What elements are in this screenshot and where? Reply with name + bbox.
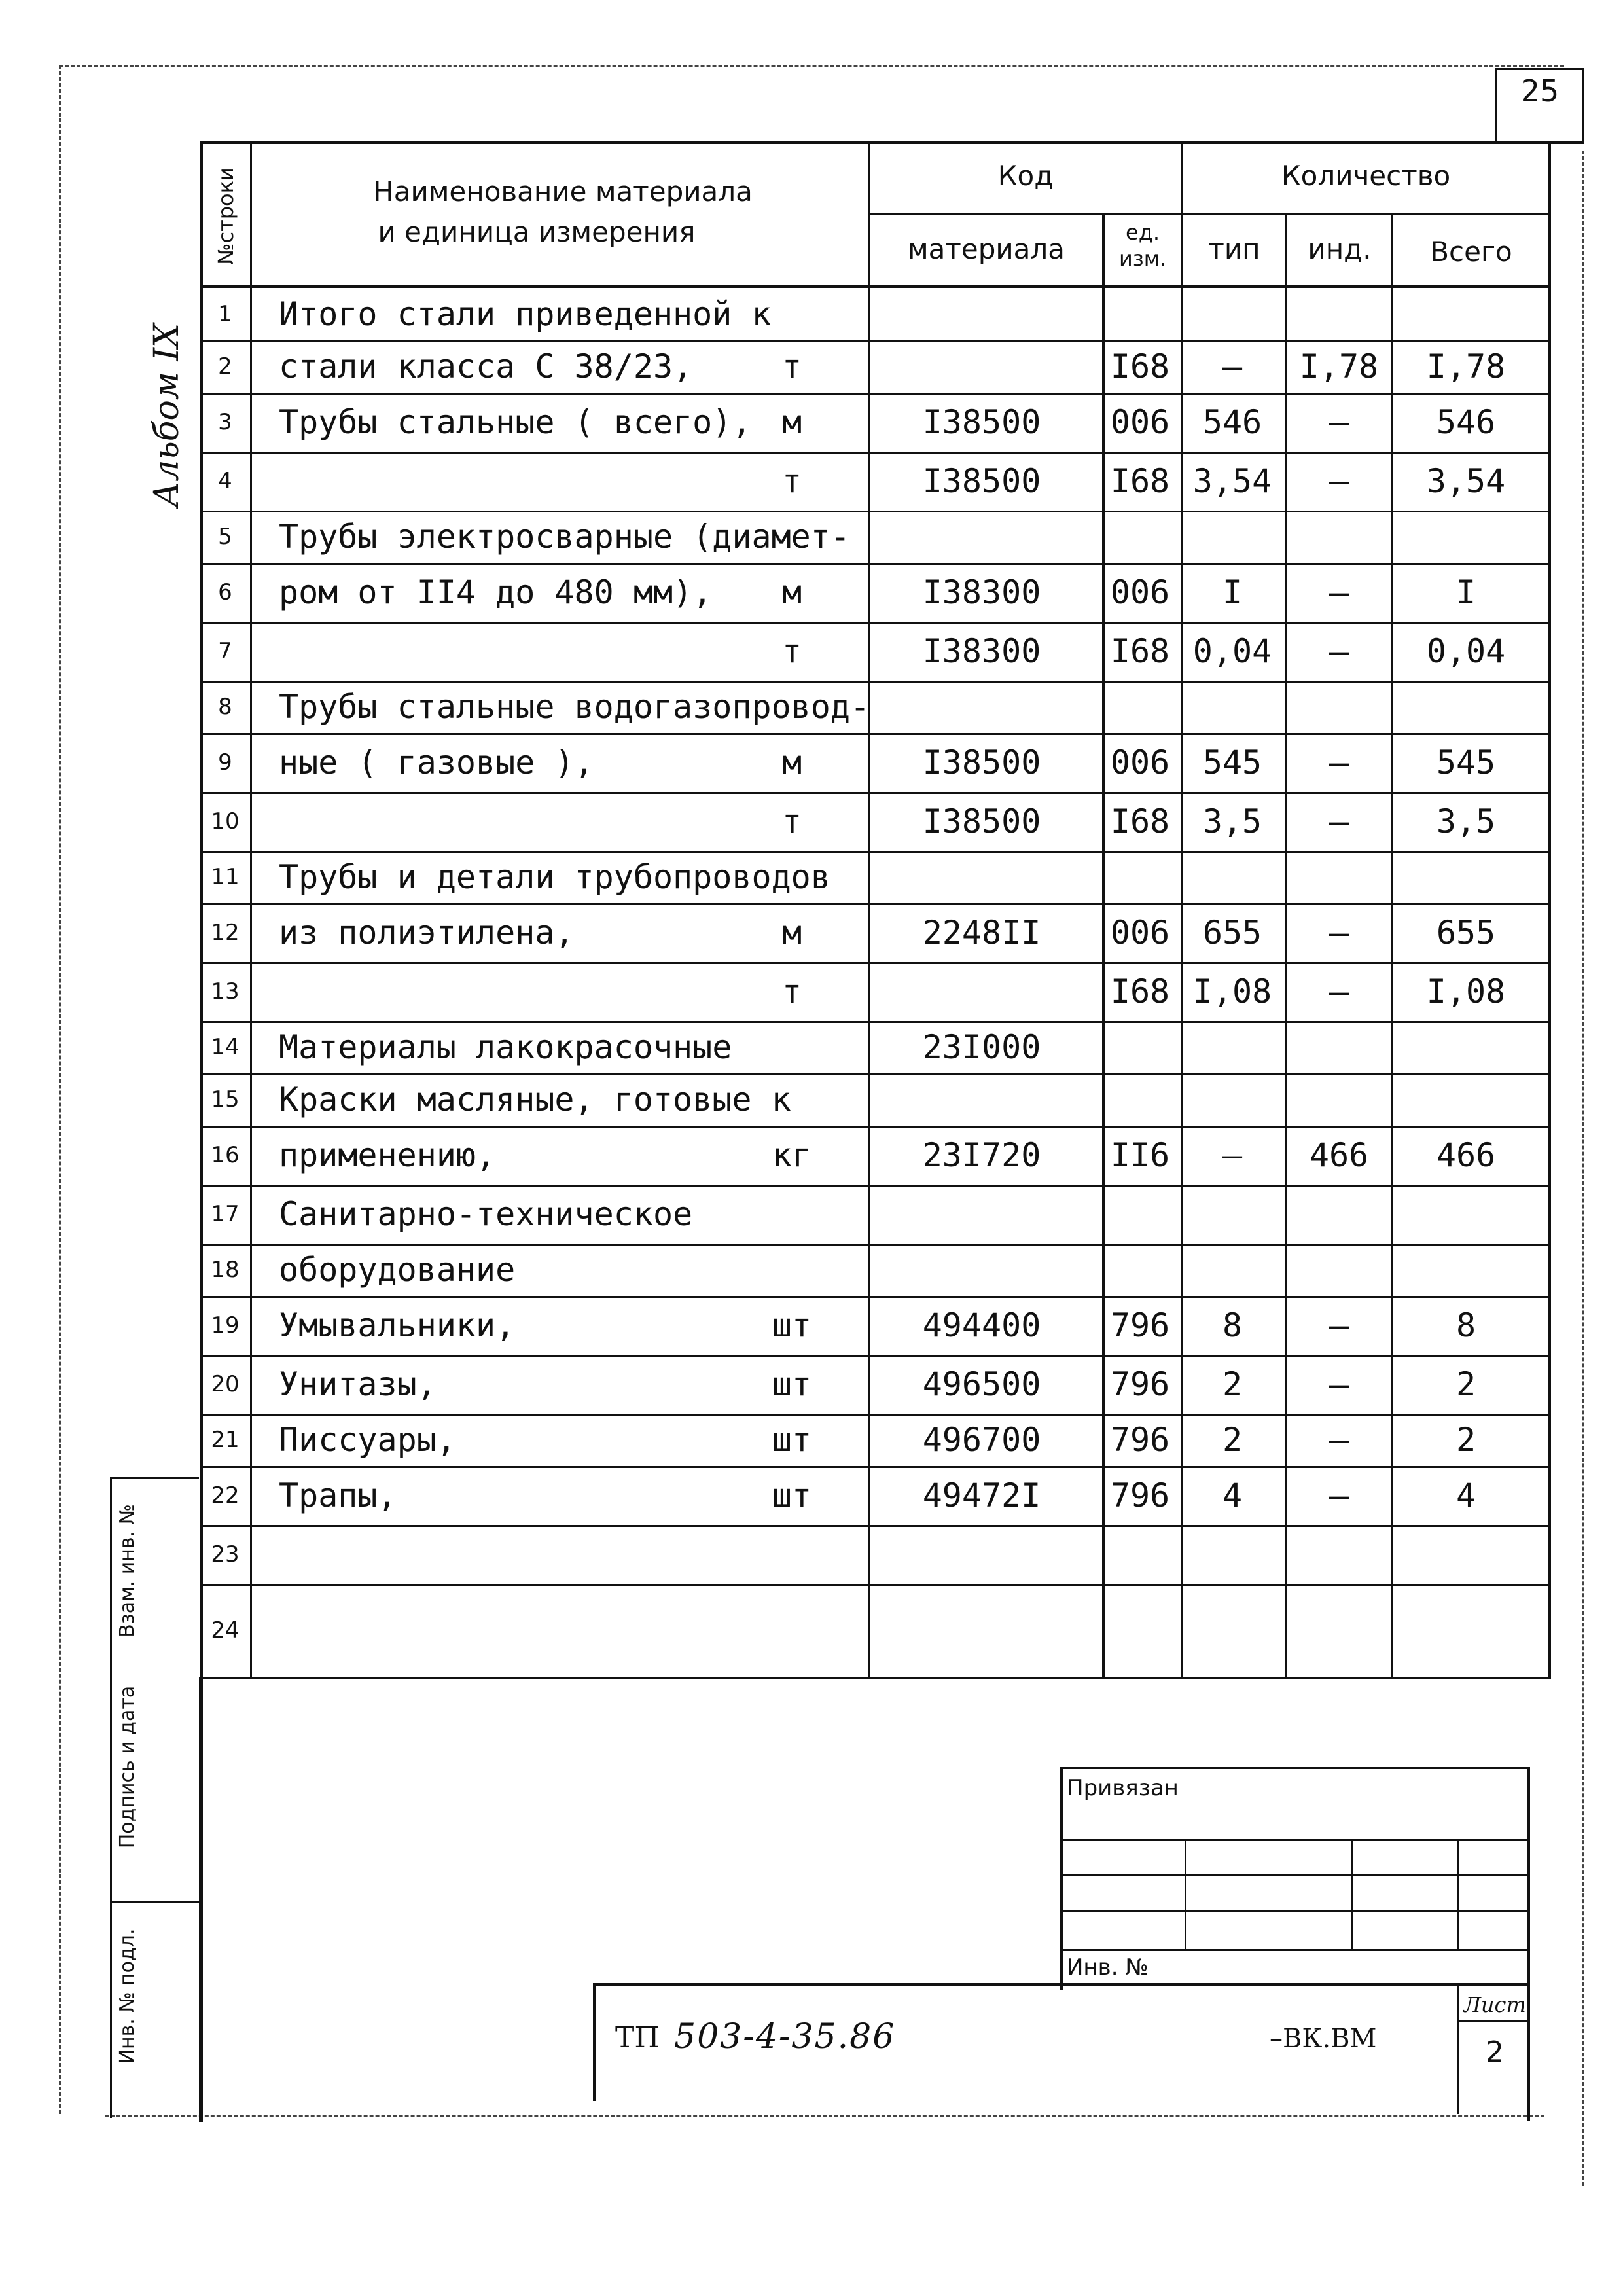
row-ind <box>1288 288 1390 340</box>
row-number: 11 <box>211 864 240 890</box>
row-typ <box>1182 1244 1283 1296</box>
row-tot: 655 <box>1436 914 1496 952</box>
row-code: 496700 <box>922 1421 1041 1459</box>
row-code: 23I720 <box>922 1136 1041 1174</box>
row-number: 8 <box>218 694 232 720</box>
row-ind: – <box>1329 973 1349 1011</box>
bottom-cut-line <box>105 2115 1544 2117</box>
row-tot <box>1394 288 1538 340</box>
row-eu: I68 <box>1110 802 1170 840</box>
code-header: Код <box>997 160 1054 192</box>
row-code: I38500 <box>922 802 1041 840</box>
row-tot <box>1394 851 1538 903</box>
row-tot: 546 <box>1436 403 1496 441</box>
row-unit: шт <box>772 1306 812 1344</box>
row-ind: – <box>1329 914 1349 952</box>
row-unit: м <box>781 573 802 611</box>
row-typ <box>1182 851 1283 903</box>
row-number: 3 <box>218 409 232 435</box>
row-code <box>864 851 1099 903</box>
unit-code-header-2: изм. <box>1118 246 1167 271</box>
row-unit: м <box>781 744 802 781</box>
row-unit: т <box>781 802 802 840</box>
row-number: 20 <box>211 1371 240 1397</box>
row-tot: 8 <box>1455 1306 1476 1344</box>
name-header-line2: и единица измерения <box>378 216 696 248</box>
row-eu <box>1102 851 1178 903</box>
right-cut-line <box>1582 151 1584 2186</box>
sheet-label: Лист <box>1463 1992 1526 2017</box>
row-code <box>864 1073 1099 1126</box>
row-code: I38300 <box>922 632 1041 670</box>
row-ind <box>1288 851 1390 903</box>
row-name: Трубы и детали трубопроводов <box>279 858 830 896</box>
row-name: Материалы лакокрасочные <box>279 1028 732 1066</box>
type-header: тип <box>1208 233 1260 265</box>
row-number: 14 <box>211 1034 240 1060</box>
row-name: Трубы стальные водогазопровод- <box>279 688 870 726</box>
row-number: 2 <box>218 353 232 380</box>
row-number: 10 <box>211 808 240 834</box>
row-code: 23I000 <box>922 1028 1041 1066</box>
row-eu: I68 <box>1110 632 1170 670</box>
row-typ: 2 <box>1222 1365 1243 1403</box>
row-typ <box>1182 288 1283 340</box>
row-ind <box>1288 1073 1390 1126</box>
row-unit: шт <box>772 1365 812 1403</box>
row-name: применению, <box>279 1136 496 1174</box>
row-ind: – <box>1329 802 1349 840</box>
row-number: 7 <box>218 638 232 664</box>
row-number: 17 <box>211 1201 240 1227</box>
row-unit: т <box>781 348 802 386</box>
row-code: 496500 <box>922 1365 1041 1403</box>
row-name: стали класса С 38/23, <box>279 348 693 386</box>
row-unit <box>759 1584 825 1677</box>
row-number: 4 <box>218 468 232 494</box>
row-eu <box>1102 1073 1178 1126</box>
row-unit <box>759 1073 825 1126</box>
page-number: 25 <box>1520 73 1560 109</box>
row-code <box>864 1525 1099 1584</box>
row-unit <box>759 288 825 340</box>
row-number: 16 <box>211 1142 240 1168</box>
row-tot: 3,54 <box>1426 462 1506 500</box>
row-tot: 2 <box>1455 1421 1476 1459</box>
row-tot: 0,04 <box>1426 632 1506 670</box>
row-ind: – <box>1329 1365 1349 1403</box>
row-ind <box>1288 1021 1390 1073</box>
row-ind <box>1288 1525 1390 1584</box>
top-cut-line <box>59 65 1564 67</box>
row-name: ром от II4 до 480 мм), <box>279 573 713 611</box>
row-name: Трубы электросварные (диамет- <box>279 518 850 556</box>
table-bottom-border <box>200 1677 1551 1679</box>
row-code: I38500 <box>922 744 1041 781</box>
row-typ: I,08 <box>1192 973 1272 1011</box>
row-unit <box>759 1525 825 1584</box>
row-ind <box>1288 681 1390 733</box>
row-tot <box>1394 681 1538 733</box>
row-unit <box>759 1185 825 1244</box>
row-code: I38500 <box>922 462 1041 500</box>
row-name: Писсуары, <box>279 1421 456 1459</box>
row-number: 21 <box>211 1427 240 1453</box>
row-eu: I68 <box>1110 973 1170 1011</box>
row-eu: 006 <box>1110 403 1170 441</box>
signature-date-label: Подпись и дата <box>116 1685 139 1849</box>
row-tot <box>1394 1073 1538 1126</box>
row-number: 18 <box>211 1257 240 1283</box>
row-typ <box>1182 1073 1283 1126</box>
row-typ: 655 <box>1202 914 1262 952</box>
row-tot <box>1394 1584 1538 1677</box>
row-code: I38300 <box>922 573 1041 611</box>
row-number: 24 <box>211 1617 240 1643</box>
table-right-border <box>1548 141 1551 1679</box>
row-code <box>864 1244 1099 1296</box>
row-unit: кг <box>772 1136 812 1174</box>
row-code <box>864 511 1099 563</box>
row-ind: – <box>1329 632 1349 670</box>
row-number-header: №строки <box>213 167 238 265</box>
row-tot: 466 <box>1436 1136 1496 1174</box>
row-name: Итого стали приведенной к <box>279 295 772 333</box>
stamp-privyazan: Привязан <box>1067 1775 1179 1801</box>
row-ind: – <box>1329 1306 1349 1344</box>
row-eu: 796 <box>1110 1306 1170 1344</box>
designation-prefix: ТП <box>615 2021 660 2054</box>
row-code <box>864 288 1099 340</box>
row-code <box>864 1185 1099 1244</box>
row-name: Трапы, <box>279 1477 397 1515</box>
row-unit: шт <box>772 1477 812 1515</box>
row-eu <box>1102 288 1178 340</box>
row-name: из полиэтилена, <box>279 914 575 952</box>
row-number: 19 <box>211 1312 240 1338</box>
row-ind: – <box>1329 1421 1349 1459</box>
vz-inv-label: Взам. инв. № <box>116 1504 139 1638</box>
row-tot <box>1394 511 1538 563</box>
row-number: 22 <box>211 1482 240 1509</box>
row-unit: т <box>781 632 802 670</box>
row-eu: 796 <box>1110 1365 1170 1403</box>
row-name: Трубы стальные ( всего), <box>279 403 752 441</box>
row-tot: I,08 <box>1426 973 1506 1011</box>
row-tot <box>1394 1021 1538 1073</box>
row-tot: I <box>1455 573 1476 611</box>
row-ind <box>1288 1584 1390 1677</box>
row-unit <box>759 511 825 563</box>
row-eu <box>1102 1525 1178 1584</box>
row-typ: 3,54 <box>1192 462 1272 500</box>
row-typ: 4 <box>1222 1477 1243 1515</box>
row-name: оборудование <box>279 1251 516 1289</box>
row-code: I38500 <box>922 403 1041 441</box>
row-unit: т <box>781 462 802 500</box>
row-tot <box>1394 1185 1538 1244</box>
row-ind: – <box>1329 573 1349 611</box>
row-number: 5 <box>218 524 232 550</box>
row-ind: I,78 <box>1299 348 1379 386</box>
row-code <box>864 962 1099 1021</box>
row-typ: 0,04 <box>1192 632 1272 670</box>
left-cut-line <box>59 65 61 2114</box>
row-eu: 006 <box>1110 744 1170 781</box>
row-ind: – <box>1329 462 1349 500</box>
row-eu: I68 <box>1110 348 1170 386</box>
row-name: Умывальники, <box>279 1306 516 1344</box>
row-name: Санитарно-техническое <box>279 1195 693 1233</box>
material-code-header: материала <box>907 233 1065 265</box>
inv-original-label: Инв. № подл. <box>116 1928 139 2064</box>
row-typ: 2 <box>1222 1421 1243 1459</box>
unit-code-header-1: ед. <box>1126 220 1160 245</box>
row-code: 2248II <box>922 914 1041 952</box>
row-eu: 006 <box>1110 914 1170 952</box>
quantity-header: Количество <box>1281 160 1451 192</box>
row-typ <box>1182 1584 1283 1677</box>
row-unit <box>759 1244 825 1296</box>
row-typ: – <box>1222 1136 1243 1174</box>
row-tot: 2 <box>1455 1365 1476 1403</box>
row-number: 15 <box>211 1086 240 1113</box>
row-code <box>864 681 1099 733</box>
sheet-number: 2 <box>1486 2036 1504 2069</box>
row-ind: – <box>1329 744 1349 781</box>
row-unit <box>759 1021 825 1073</box>
row-typ <box>1182 1021 1283 1073</box>
ind-header: инд. <box>1308 233 1372 265</box>
row-code <box>864 340 1099 393</box>
total-header: Всего <box>1430 236 1512 268</box>
row-eu <box>1102 511 1178 563</box>
row-ind <box>1288 511 1390 563</box>
row-tot: 3,5 <box>1436 802 1496 840</box>
row-unit <box>759 681 825 733</box>
row-ind <box>1288 1244 1390 1296</box>
row-eu <box>1102 681 1178 733</box>
row-unit: шт <box>772 1421 812 1459</box>
row-typ <box>1182 1525 1283 1584</box>
row-ind: – <box>1329 403 1349 441</box>
row-number: 9 <box>218 749 232 776</box>
row-typ: I <box>1222 573 1243 611</box>
row-typ <box>1182 1185 1283 1244</box>
row-typ: 8 <box>1222 1306 1243 1344</box>
row-code: 49472I <box>922 1477 1041 1515</box>
table-top-border <box>200 141 1582 144</box>
row-typ <box>1182 681 1283 733</box>
row-eu: I68 <box>1110 462 1170 500</box>
row-number: 12 <box>211 920 240 946</box>
row-unit: т <box>781 973 802 1011</box>
row-number: 23 <box>211 1541 240 1568</box>
designation-suffix: –ВК.ВМ <box>1270 2024 1377 2054</box>
row-tot <box>1394 1525 1538 1584</box>
row-name: Краски масляные, готовые к <box>279 1081 791 1119</box>
row-name: Унитазы, <box>279 1365 437 1403</box>
row-typ: 3,5 <box>1202 802 1262 840</box>
row-tot <box>1394 1244 1538 1296</box>
row-eu: 796 <box>1110 1477 1170 1515</box>
row-eu: 796 <box>1110 1421 1170 1459</box>
designation-number: 503-4-35.86 <box>674 2017 896 2056</box>
row-tot: 4 <box>1455 1477 1476 1515</box>
row-ind: – <box>1329 1477 1349 1515</box>
row-unit <box>759 851 825 903</box>
row-eu <box>1102 1244 1178 1296</box>
row-code <box>864 1584 1099 1677</box>
row-eu <box>1102 1584 1178 1677</box>
stamp-inv-no: Инв. № <box>1067 1954 1149 1981</box>
row-tot: I,78 <box>1426 348 1506 386</box>
row-code: 494400 <box>922 1306 1041 1344</box>
row-number: 1 <box>218 301 232 327</box>
row-typ <box>1182 511 1283 563</box>
row-ind: 466 <box>1309 1136 1369 1174</box>
row-eu <box>1102 1021 1178 1073</box>
row-unit: м <box>781 403 802 441</box>
row-ind <box>1288 1185 1390 1244</box>
row-typ: 546 <box>1202 403 1262 441</box>
row-eu: II6 <box>1110 1136 1170 1174</box>
row-tot: 545 <box>1436 744 1496 781</box>
row-eu <box>1102 1185 1178 1244</box>
row-typ: 545 <box>1202 744 1262 781</box>
row-name: ные ( газовые ), <box>279 744 594 781</box>
row-unit: м <box>781 914 802 952</box>
album-label: Альбом IX <box>147 323 187 507</box>
row-number: 6 <box>218 579 232 605</box>
row-number: 13 <box>211 978 240 1005</box>
row-typ: – <box>1222 348 1243 386</box>
row-eu: 006 <box>1110 573 1170 611</box>
name-header-line1: Наименование материала <box>373 175 753 207</box>
